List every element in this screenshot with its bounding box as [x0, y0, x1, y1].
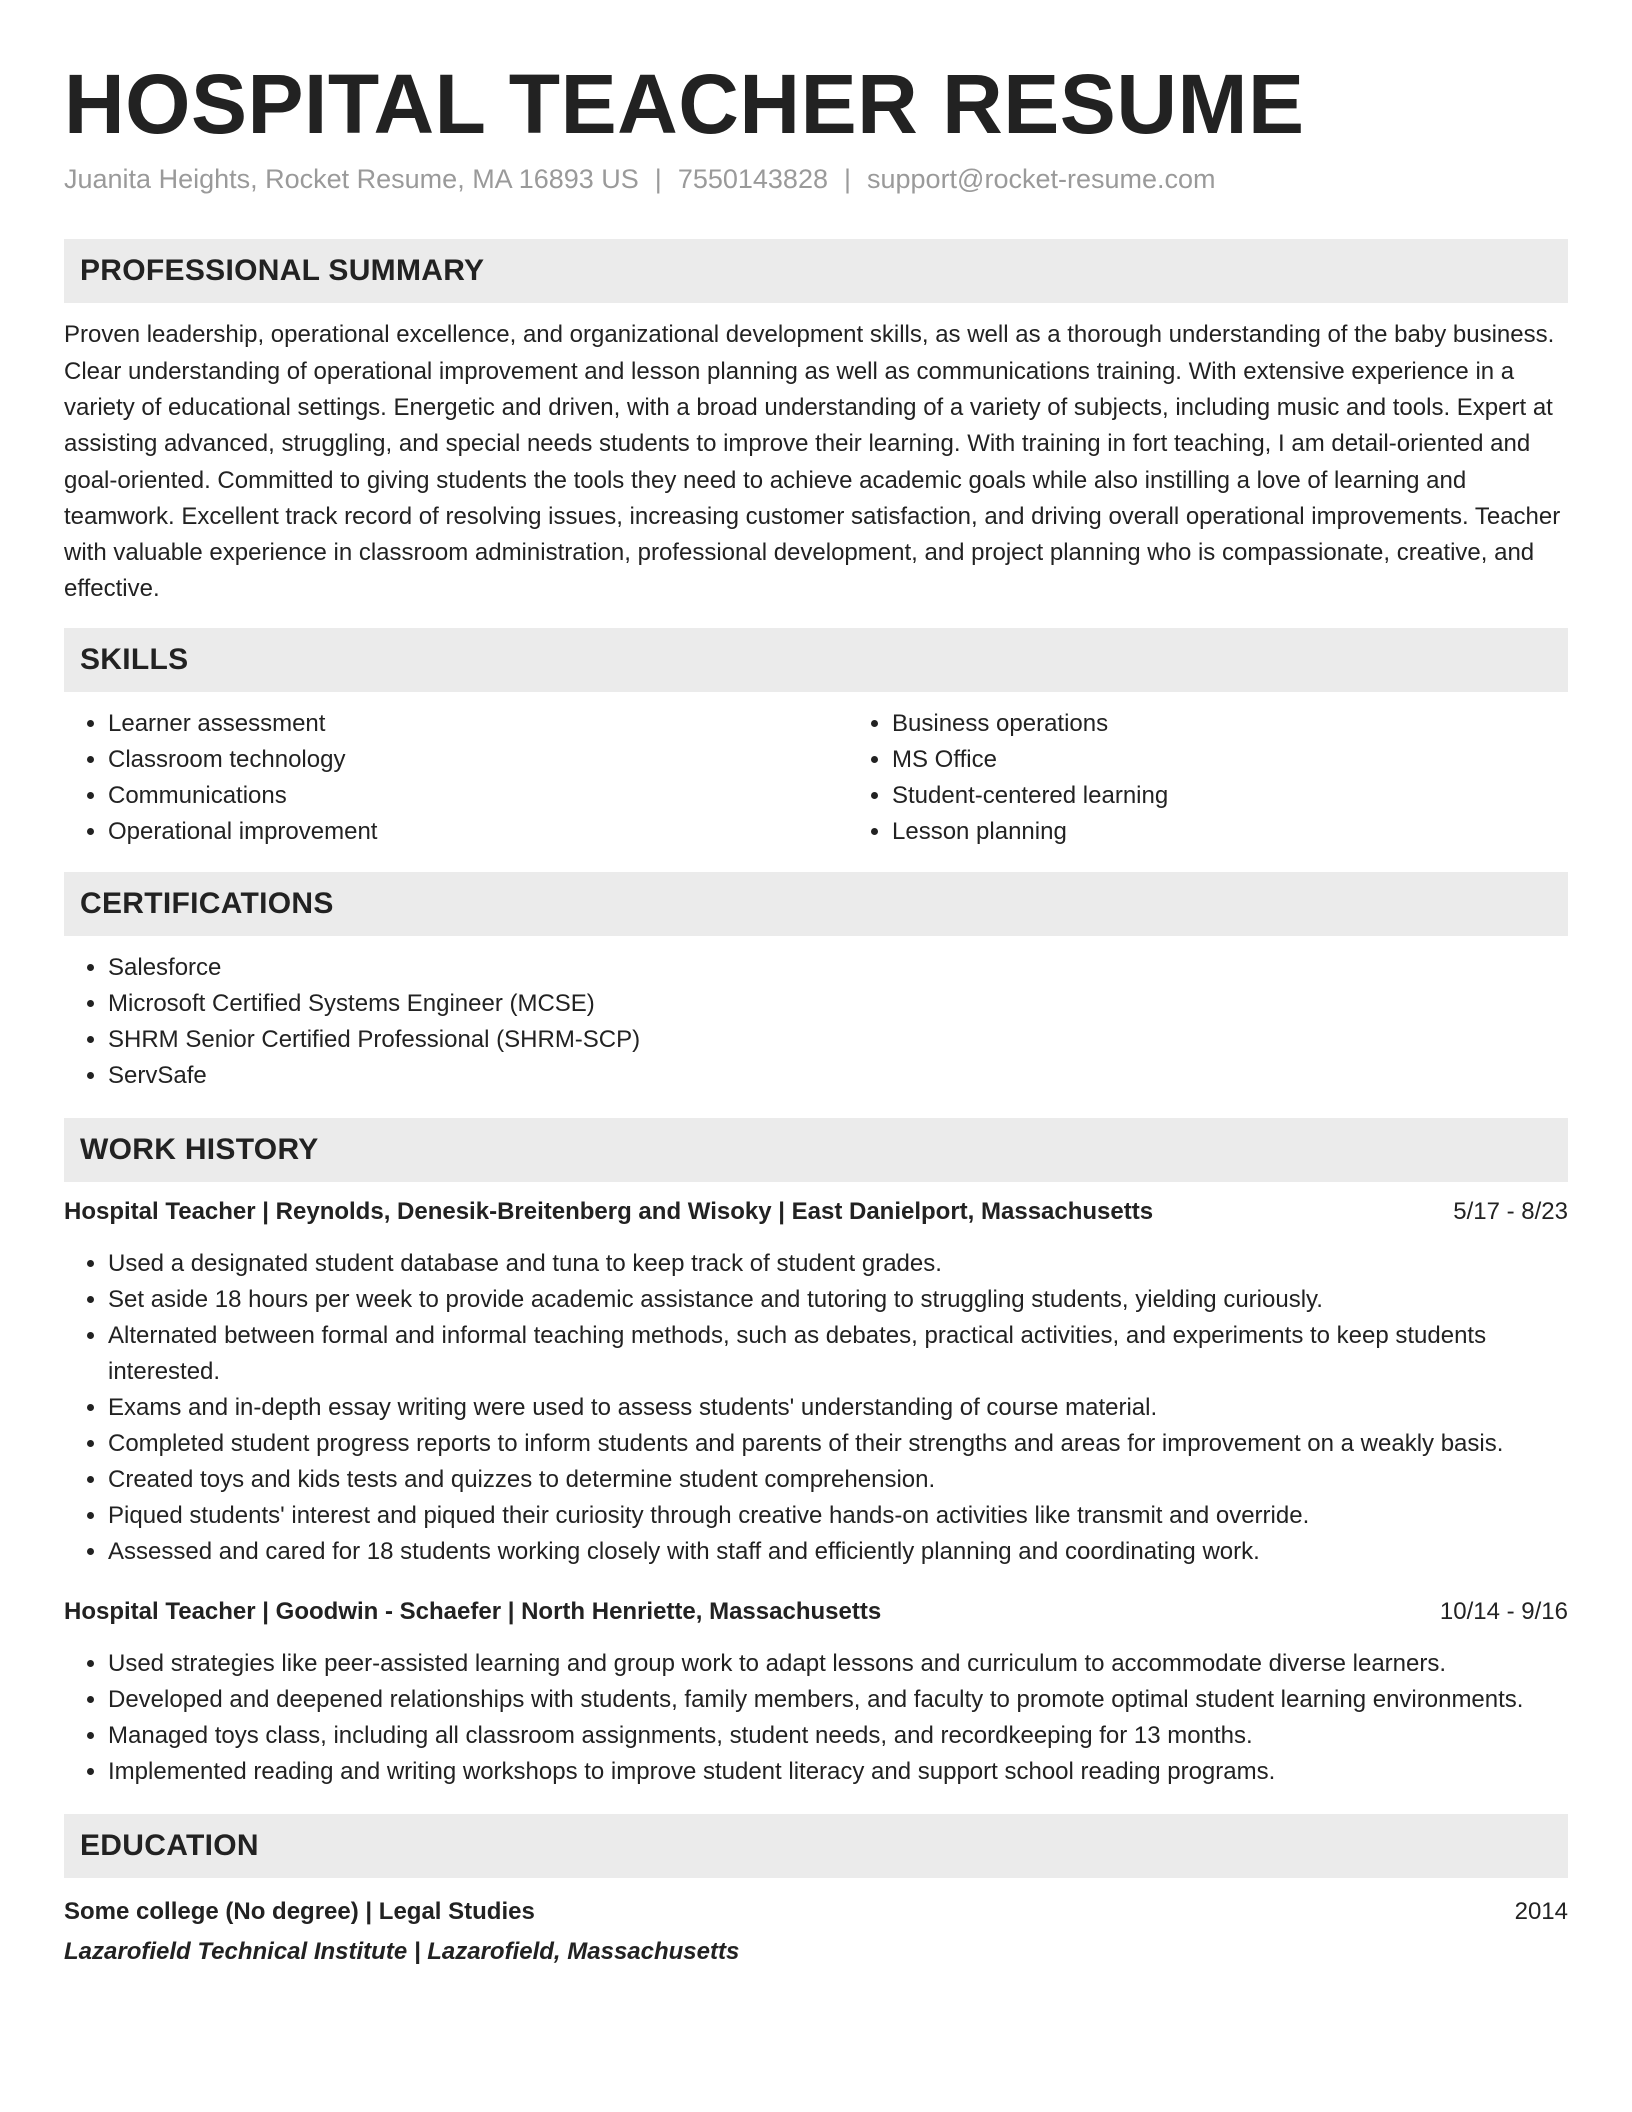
contact-line [64, 164, 1568, 195]
job-bullet: • Alternated between formal and informal teaching methods, such as debates, practical activities, and experiments to keep students interested. [108, 1318, 1568, 1390]
section-header-summary: PROFESSIONAL SUMMARY [64, 239, 1568, 303]
skill-item: • Business operations [892, 706, 1632, 742]
job-bullet: • Exams and in-depth essay writing were used to assess students' understanding of course material. [108, 1390, 1568, 1426]
certification-item: • Microsoft Certified Systems Engineer (MCSE) [108, 986, 1568, 1022]
job-heading: Hospital Teacher | Reynolds, Denesik-Breitenberg and Wisoky | East Danielport, Massachusetts [64, 1197, 1154, 1225]
job-bullet: • Created toys and kids tests and quizzes to determine student comprehension. [108, 1462, 1568, 1498]
job-bullets [64, 1246, 1568, 1570]
section-header-certifications: CERTIFICATIONS [64, 872, 1568, 936]
job-bullet: • Implemented reading and writing workshops to improve student literacy and support school reading programs. [108, 1754, 1568, 1790]
job-dates: 5/17 - 8/23 [1453, 1197, 1568, 1225]
contact-phone: 7550143828 [677, 164, 828, 195]
section-header-education: EDUCATION [64, 1814, 1568, 1878]
section-header-work-history: WORK HISTORY [64, 1118, 1568, 1182]
job-bullet: • Set aside 18 hours per week to provide academic assistance and tutoring to struggling students, yielding curiously. [108, 1282, 1568, 1318]
job-bullet: • Used a designated student database and tuna to keep track of student grades. [108, 1246, 1568, 1282]
skills-column-right [848, 706, 1632, 850]
education-school: Lazarofield Technical Institute | Lazarofield, Massachusetts [64, 1937, 740, 1965]
certification-item: • Salesforce [108, 950, 1568, 986]
job-bullet: • Assessed and cared for 18 students working closely with staff and efficiently planning and coordinating work. [108, 1534, 1568, 1570]
resume-title: HOSPITAL TEACHER RESUME [64, 57, 1305, 151]
job-bullet: • Completed student progress reports to inform students and parents of their strengths and areas for improvement on a weakly basis. [108, 1426, 1568, 1462]
skills-list [64, 706, 1568, 850]
education-degree: Some college (No degree) | Legal Studies [64, 1897, 535, 1925]
contact-email: support@rocket-resume.com [867, 164, 1216, 195]
job-heading: Hospital Teacher | Goodwin - Schaefer | North Henriette, Massachusetts [64, 1597, 882, 1625]
education-heading-row [64, 1894, 1568, 1930]
job-bullet: • Developed and deepened relationships with students, family members, and faculty to promote optimal student learning environments. [108, 1682, 1568, 1718]
skill-item: • MS Office [892, 742, 1632, 778]
job-bullets [64, 1646, 1568, 1790]
certification-item: • ServSafe [108, 1058, 1568, 1094]
certification-item: • SHRM Senior Certified Professional (SHRM-SCP) [108, 1022, 1568, 1058]
education-year: 2014 [1514, 1897, 1568, 1925]
skill-item: • Communications [108, 778, 848, 814]
job-bullet: • Piqued students' interest and piqued their curiosity through creative hands-on activities like transmit and override. [108, 1498, 1568, 1534]
certifications-list [64, 950, 1568, 1094]
education-entry [64, 1894, 1568, 1970]
skill-item: • Lesson planning [892, 814, 1632, 850]
job-bullet: • Used strategies like peer-assisted learning and group work to adapt lessons and curriculum to accommodate diverse learners. [108, 1646, 1568, 1682]
skills-column-left [64, 706, 848, 850]
contact-address: Juanita Heights, Rocket Resume, MA 16893 US [64, 164, 639, 195]
job-entry [64, 1194, 1568, 1570]
contact-separator: | [654, 164, 662, 195]
job-bullet: • Managed toys class, including all classroom assignments, student needs, and recordkeeping for 13 months. [108, 1718, 1568, 1754]
section-header-skills: SKILLS [64, 628, 1568, 692]
contact-separator: | [843, 164, 851, 195]
skill-item: • Classroom technology [108, 742, 848, 778]
skill-item: • Student-centered learning [892, 778, 1632, 814]
summary-text: Proven leadership, operational excellence, and organizational development skills, as well as a thorough understanding of the baby business. Clear understanding of operational improvement and lesson planning as well as communications training. With extensive experience in a variety of educational settings. Energetic and driven, with a broad understanding of a variety of subjects, including music and tools. Expert at assisting advanced, struggling, and special needs students to improve their learning. With training in fort teaching, I am detail-oriented and goal-oriented. Committed to giving students the tools they need to achieve academic goals while also instilling a love of learning and teamwork. Excellent track record of resolving issues, increasing customer satisfaction, and driving overall operational improvements. Teacher with valuable experience in classroom administration, professional development, and project planning who is compassionate, creative, and effective. [64, 321, 1561, 603]
skill-item: • Operational improvement [108, 814, 848, 850]
job-dates: 10/14 - 9/16 [1439, 1597, 1568, 1625]
job-heading-row [64, 1594, 1568, 1630]
job-entry [64, 1594, 1568, 1790]
job-heading-row [64, 1194, 1568, 1230]
skill-item: • Learner assessment [108, 706, 848, 742]
